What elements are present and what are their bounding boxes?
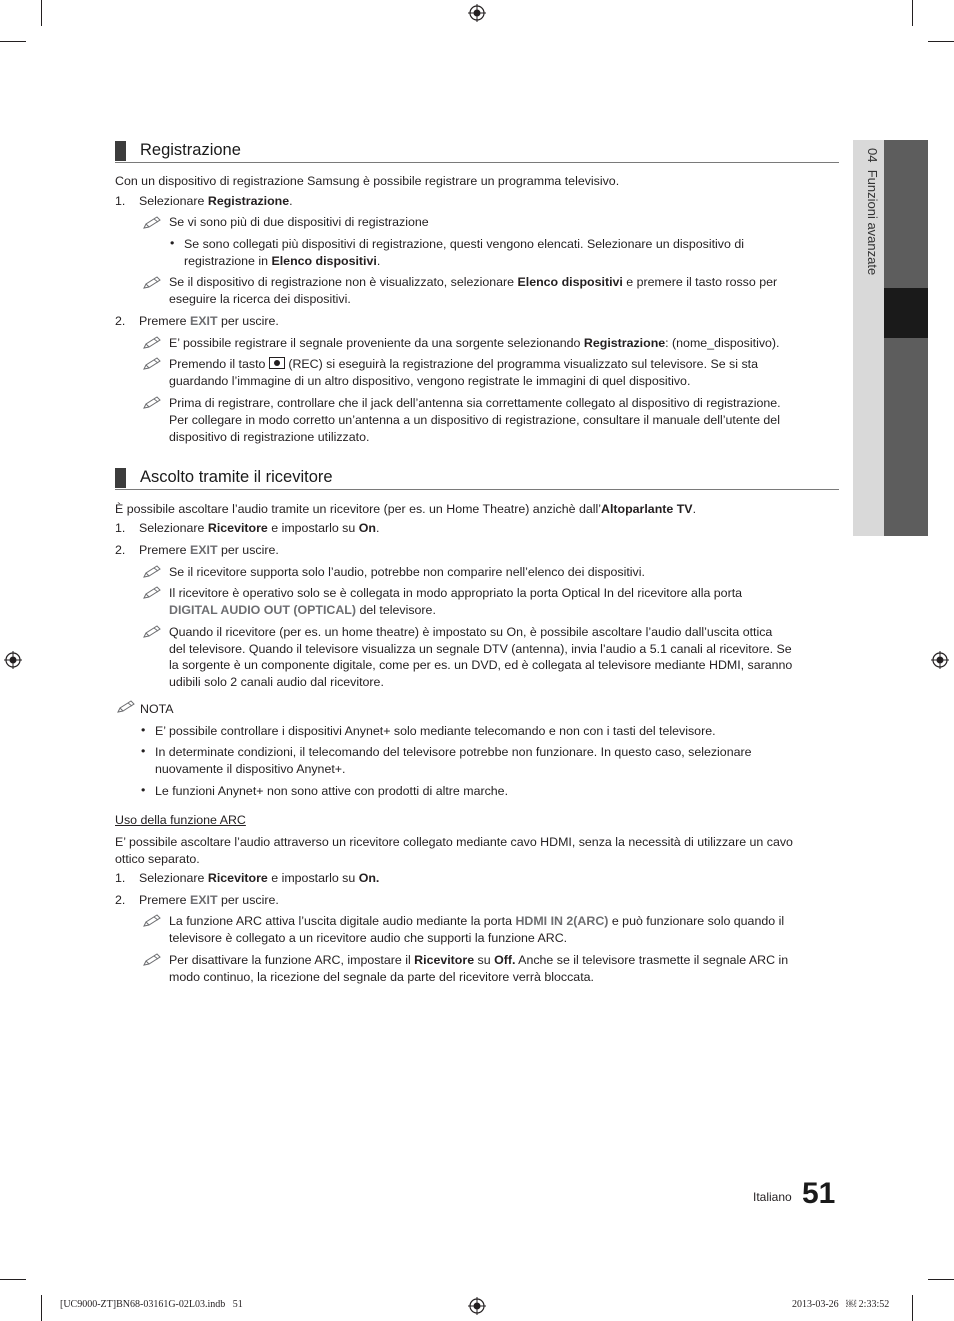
paragraph <box>115 501 696 518</box>
note-pencil-icon <box>142 565 162 579</box>
text-bold: On. <box>358 871 380 885</box>
page-number: 51 <box>802 1177 836 1210</box>
bullet-text: nuovamente il dispositivo Anynet+. <box>155 762 346 776</box>
text: Premere <box>139 314 190 328</box>
note-pencil-icon <box>142 914 162 928</box>
note-text: guardando l’immagine di un altro dispositivo, vengono registrate le immagini di quel dispositivo. <box>169 374 691 388</box>
note-text: Per collegare in modo corretto un’antenna a un dispositivo di registrazione, consultare il manuale dell’utente del <box>169 413 780 427</box>
text: Selezionare <box>139 521 208 535</box>
step-number: 2. <box>115 543 126 557</box>
nota-label: NOTA <box>140 702 174 716</box>
note-text: Quando il ricevitore (per es. un home theatre) è impostato su On, è possibile ascoltare l’audio dall’uscita ottica <box>169 625 773 639</box>
bullet: • <box>141 723 146 737</box>
crop-mark <box>41 0 42 26</box>
note-pencil-icon <box>142 396 162 410</box>
chapter-tab <box>884 140 928 536</box>
text: per uscire. <box>217 314 279 328</box>
paragraph: E’ possibile ascoltare l’audio attraverso un ricevitore collegato mediante cavo HDMI, senza la necessità di utilizzare un cavo <box>115 835 793 849</box>
text: . <box>692 502 697 516</box>
text: Premendo il tasto <box>169 357 269 371</box>
text: e impostarlo su <box>267 521 359 535</box>
text-bold: Elenco dispositivi <box>271 254 377 268</box>
text-bold: Registrazione <box>583 336 666 350</box>
note-pencil-icon <box>142 276 162 290</box>
step-text <box>139 542 279 559</box>
chapter-tab-marker <box>884 288 928 338</box>
text: (REC) si eseguirà la registrazione del programma visualizzato sul televisore. Se si sta <box>284 357 758 371</box>
note-text: Il ricevitore è operativo solo se è collegata in modo appropriato la porta Optical In del ricevitore alla porta <box>169 586 743 600</box>
note-text: dispositivo di registrazione utilizzato. <box>169 430 370 444</box>
text: Se il dispositivo di registrazione non è visualizzato, selezionare <box>169 275 518 289</box>
bullet-text <box>184 253 380 270</box>
crop-mark <box>0 1279 26 1280</box>
text-key: EXIT <box>189 314 218 328</box>
text-bold: Ricevitore <box>414 953 475 967</box>
print-slug: [UC9000-ZT]BN68-03161G-02L03.indb 51 <box>60 1299 243 1310</box>
crop-mark <box>41 1295 42 1321</box>
bullet: • <box>141 783 146 797</box>
crop-mark <box>928 41 954 42</box>
text: per uscire. <box>217 893 279 907</box>
bullet-text: In determinate condizioni, il telecomando del televisore potrebbe non funzionare. In questo caso, selezionare <box>155 745 752 759</box>
step-text <box>139 870 379 887</box>
text: La funzione ARC attiva l’uscita digitale audio mediante la porta <box>169 914 516 928</box>
section-title: Ascolto tramite il ricevitore <box>140 468 333 486</box>
text: Selezionare <box>139 871 208 885</box>
bullet-text: Le funzioni Anynet+ non sono attive con prodotti di altre marche. <box>155 784 509 798</box>
step-number: 1. <box>115 871 126 885</box>
text-key: EXIT <box>189 543 218 557</box>
note-text: udibili solo 2 canali audio dal ricevitore. <box>169 675 384 689</box>
note-pencil-icon <box>142 216 162 230</box>
text: del televisore. <box>356 603 436 617</box>
section-title: Registrazione <box>140 141 241 159</box>
text: . <box>376 254 381 268</box>
text: Anche se il televisore trasmette il segnale ARC in <box>515 953 789 967</box>
note-pencil-icon <box>142 357 162 371</box>
text: per uscire. <box>217 543 279 557</box>
subsection-title: Uso della funzione ARC <box>115 813 246 827</box>
note-text <box>169 913 784 930</box>
text-bold: Altoparlante TV <box>601 502 693 516</box>
bullet: • <box>170 236 175 250</box>
text: . <box>289 194 293 208</box>
text: registrazione in <box>184 254 272 268</box>
text-bold: Ricevitore <box>207 521 268 535</box>
note-text <box>169 602 436 619</box>
note-pencil-icon <box>142 953 162 967</box>
section-header-ascolto <box>115 468 839 490</box>
registration-mark-icon <box>468 1297 486 1315</box>
text-bold: Off. <box>494 953 516 967</box>
paragraph: Con un dispositivo di registrazione Samsung è possibile registrare un programma televisivo. <box>115 174 620 188</box>
step-number: 2. <box>115 314 126 328</box>
note-pencil-icon <box>142 625 162 639</box>
rec-button-icon <box>269 357 285 369</box>
text: e impostarlo su <box>267 871 359 885</box>
text: Per disattivare la funzione ARC, impostare il <box>169 953 415 967</box>
crop-mark <box>928 1279 954 1280</box>
registration-mark-icon <box>931 651 949 669</box>
bullet-text: E’ possibile controllare i dispositivi Anynet+ solo mediante telecomando e non con i tasti del televisore. <box>155 724 716 738</box>
text: Selezionare <box>139 194 208 208</box>
text-key: HDMI IN 2(ARC) <box>515 914 609 928</box>
step-text <box>139 193 293 210</box>
step-number: 2. <box>115 893 126 907</box>
note-text: Prima di registrare, controllare che il jack dell’antenna sia correttamente collegato al dispositivo di registrazione. <box>169 396 781 410</box>
step-text <box>139 313 279 330</box>
bullet-text: Se sono collegati più dispositivi di registrazione, questi vengono elencati. Selezionare un dispositivo di <box>184 237 744 251</box>
note-pencil-icon <box>116 700 136 714</box>
note-text: Se vi sono più di due dispositivi di registrazione <box>169 215 429 229</box>
text-key: DIGITAL AUDIO OUT (OPTICAL) <box>169 603 356 617</box>
paragraph: ottico separato. <box>115 852 200 866</box>
note-text: la sorgente è un componente digitale, come per es. un DVD, ed è collegata al televisore mediante HDMI, saranno <box>169 658 793 672</box>
footer-language: Italiano <box>753 1190 792 1204</box>
print-timestamp: 2013-03-26 ￼ 2:33:52 <box>792 1299 890 1310</box>
step-number: 1. <box>115 521 126 535</box>
note-text: del televisore. Quando il televisore visualizza un segnale DTV (antenna), invia l’audio a 5.1 canali al ricevitore. Se <box>169 642 792 656</box>
text-bold: On <box>358 521 376 535</box>
text: e può funzionare solo quando il <box>608 914 785 928</box>
chapter-number: 04 <box>865 148 880 163</box>
text: Premere <box>139 543 190 557</box>
note-pencil-icon <box>142 586 162 600</box>
registration-mark-icon <box>4 651 22 669</box>
note-text <box>169 274 777 291</box>
crop-mark <box>912 1295 913 1321</box>
chapter-title: Funzioni avanzate <box>865 169 880 276</box>
section-marker <box>115 141 126 161</box>
text-bold: Registrazione <box>207 194 290 208</box>
note-text <box>169 356 758 373</box>
text: È possibile ascoltare l’audio tramite un ricevitore (per es. un Home Theatre) anzichè dall’ <box>115 502 601 516</box>
text: su <box>474 953 495 967</box>
text: . <box>375 521 380 535</box>
crop-mark <box>912 0 913 26</box>
note-text: eseguire la ricerca dei dispositivi. <box>169 292 351 306</box>
step-text <box>139 520 379 537</box>
text: : (nome_dispositivo). <box>665 336 780 350</box>
note-pencil-icon <box>142 336 162 350</box>
registration-mark-icon <box>468 4 486 22</box>
note-text: televisore è collegato a un ricevitore audio che supporti la funzione ARC. <box>169 931 568 945</box>
note-text: Se il ricevitore supporta solo l’audio, potrebbe non comparire nell’elenco dei dispositivi. <box>169 565 645 579</box>
bullet: • <box>141 744 146 758</box>
note-text <box>169 335 779 352</box>
crop-mark <box>0 41 26 42</box>
text: E’ possibile registrare il segnale proveniente da una sorgente selezionando <box>169 336 584 350</box>
text-key: EXIT <box>189 893 218 907</box>
note-text <box>169 952 788 969</box>
chapter-tab-label <box>865 148 880 448</box>
text-bold: Elenco dispositivi <box>517 275 623 289</box>
step-number: 1. <box>115 194 126 208</box>
text-bold: Ricevitore <box>207 871 268 885</box>
section-marker <box>115 468 126 488</box>
step-text <box>139 892 279 909</box>
section-header-registrazione <box>115 141 839 163</box>
text: e premere il tasto rosso per <box>622 275 778 289</box>
text: Premere <box>139 893 190 907</box>
note-text: modo continuo, la ricezione del segnale da parte del ricevitore verrà bloccata. <box>169 970 594 984</box>
